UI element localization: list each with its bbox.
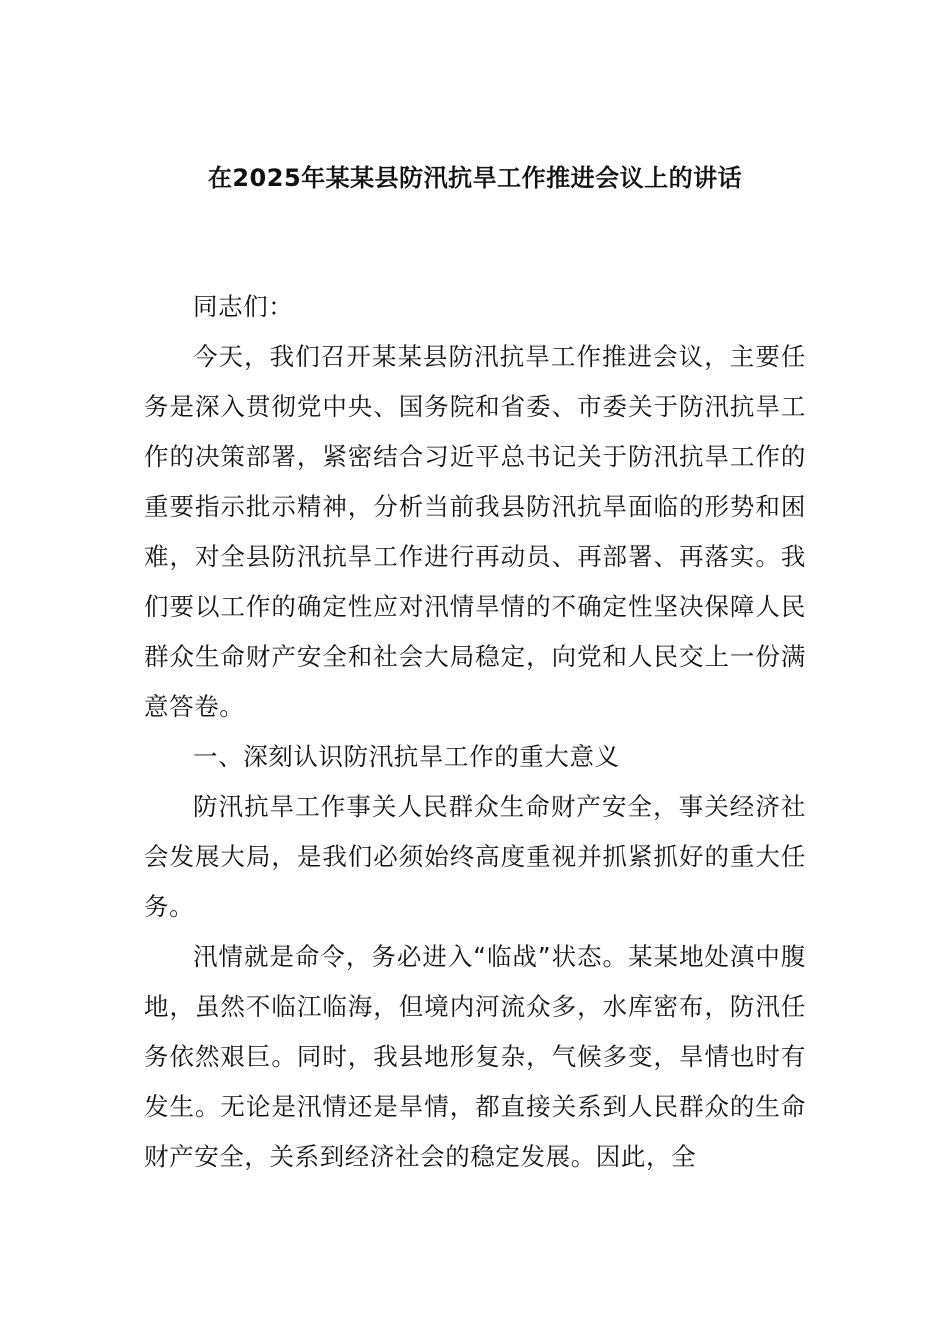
salutation: 同志们： <box>193 292 294 321</box>
document-body <box>144 282 806 1182</box>
section-heading: 一、深刻认识防汛抗旱工作的重大意义 <box>193 742 620 771</box>
document-title: 在2025年某某县防汛抗旱工作推进会议上的讲话 <box>207 164 743 192</box>
paragraph-significance: 防汛抗旱工作事关人民群众生命财产安全，事关经济社会发展大局，是我们必须始终高度重视并抓紧抓好的重大任务。 <box>144 792 806 921</box>
paragraph-flood-command: 汛情就是命令，务必进入“临战”状态。某某地处滇中腹地，虽然不临江临海，但境内河流众多，水库密布，防汛任务依然艰巨。同时，我县地形复杂，气候多变，旱情也时有发生。无论是汛情还是旱情，都直接关系到人民群众的生命财产安全，关系到经济社会的稳定发展。因此，全 <box>144 942 806 1171</box>
paragraph-opening: 今天，我们召开某某县防汛抗旱工作推进会议，主要任务是深入贯彻党中央、国务院和省委、市委关于防汛抗旱工作的决策部署，紧密结合习近平总书记关于防汛抗旱工作的重要指示批示精神，分析当前我县防汛抗旱面临的形势和困难，对全县防汛抗旱工作进行再动员、再部署、再落实。我们要以工作的确定性应对汛情旱情的不确定性坚决保障人民群众生命财产安全和社会大局稳定，向党和人民交上一份满意答卷。 <box>144 342 806 721</box>
